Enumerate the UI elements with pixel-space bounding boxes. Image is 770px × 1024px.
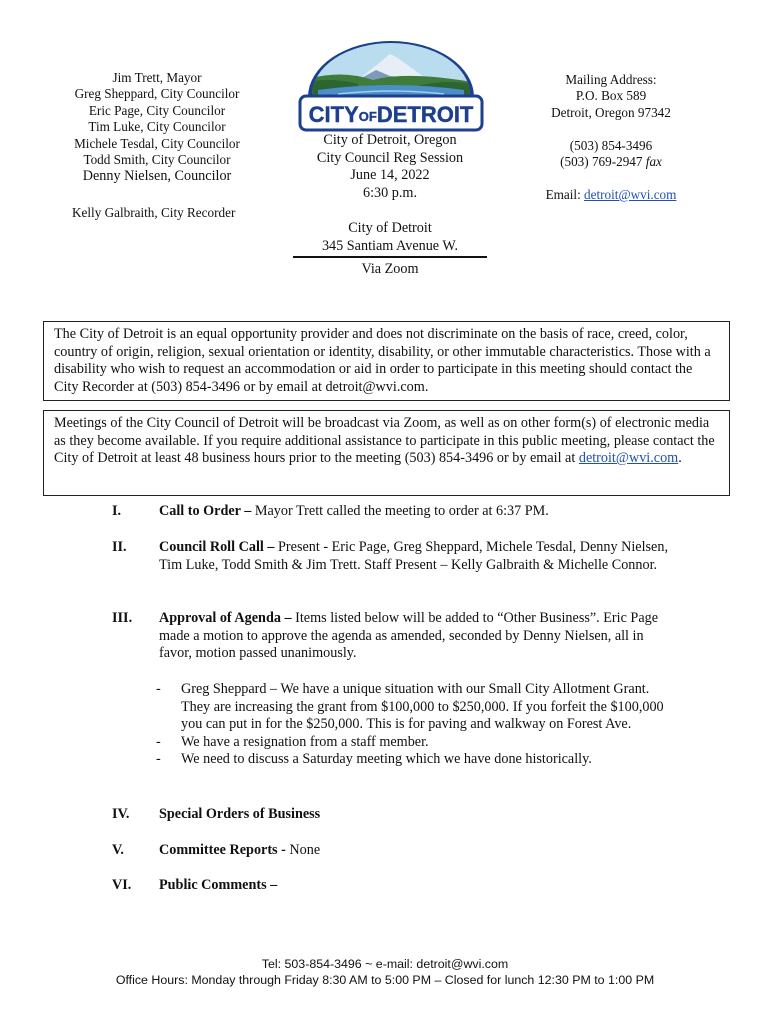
agenda-text: Present - Eric Page, Greg Sheppard, Michele Tesdal, Denny Nielsen, Tim Luke, Todd Smith & Jim Trett. Staff Present – Kelly Galbraith & Michelle Connor.: [159, 539, 668, 573]
council-member: Jim Trett, Mayor: [112, 70, 202, 85]
phone-number: (503) 854-3496: [569, 138, 653, 153]
agenda-number: I.: [112, 503, 122, 519]
agenda-text: Items listed below will be added to “Other Business”. Eric Page made a motion to approve the agenda as amended, seconded by Denny Nielsen, all in favor, motion passed unanimously.: [159, 610, 659, 662]
broadcast-email-link[interactable]: detroit@wvi.com: [578, 450, 679, 467]
bullet-mark: -: [156, 733, 161, 750]
bullet-text: We need to discuss a Saturday meeting which we have done historically.: [181, 751, 592, 768]
agenda-bullets: [156, 681, 676, 769]
agenda-title: Call to Order –: [159, 503, 252, 519]
council-member: Eric Page, City Councilor: [88, 102, 226, 118]
location-address: 345 Santiam Avenue W.: [321, 237, 459, 254]
mailing-po-box: P.O. Box 589: [575, 88, 647, 104]
broadcast-notice: [43, 410, 730, 496]
list-item: [156, 751, 676, 769]
agenda-text: None: [285, 842, 321, 858]
broadcast-text: Meetings of the City Council of Detroit will be broadcast via Zoom, as well as on other form(s) of electronic media as they become available. If you require additional assistance to participate in this public meeting, please contact the City of Detroit at least 48 business hours prior to the meeting (503) 854-3496 or by email at: [54, 415, 715, 467]
location-name: City of Detroit: [348, 220, 432, 236]
agenda-title: Committee Reports -: [159, 842, 286, 858]
logo-text-city: CITY: [308, 102, 359, 127]
agenda-title: Special Orders of Business: [159, 806, 321, 822]
meeting-time: 6:30 p.m.: [363, 184, 417, 201]
bullet-text: We have a resignation from a staff member.: [181, 733, 429, 750]
council-member: Michele Tesdal, City Councilor: [74, 135, 240, 151]
list-item: [156, 734, 676, 752]
council-list: [52, 70, 262, 185]
svg-text:CITYOFDETROIT: [309, 102, 474, 127]
agenda-number: IV.: [112, 806, 130, 822]
agenda-title: Approval of Agenda –: [159, 610, 292, 626]
mailing-address: [530, 72, 692, 121]
footer-office-hours: Office Hours: Monday through Friday 8:30 AM to 5:00 PM – Closed for lunch 12:30 PM to 1:00 PM: [115, 973, 655, 987]
city-logo-emblem: [298, 40, 484, 132]
agenda-number: II.: [112, 539, 127, 555]
council-member: Greg Sheppard, City Councilor: [74, 86, 240, 102]
email-label: Email:: [545, 187, 581, 202]
fax-line: [530, 154, 692, 170]
location-divider: [293, 256, 487, 258]
bullet-mark: -: [156, 681, 161, 697]
city-logo: [298, 40, 484, 132]
agenda-number: V.: [112, 842, 124, 858]
logo-text-of: OF: [358, 109, 377, 124]
bullet-text: Greg Sheppard – We have a unique situation with our Small City Allotment Grant. They are increasing the grant from $100,000 to $250,000. If you forfeit the $100,000 you can put in for the $250,000. This is for paving and walkway on Forest Ave.: [181, 681, 664, 733]
equal-opportunity-notice: The City of Detroit is an equal opportunity provider and does not discriminate on the basis of race, creed, color, country of origin, religion, sexual orientation or identity, disability, or other immutable characteristics. Those with a disability who wish to request an accommodation or aid in order to participate in this meeting should contact the City Recorder at (503) 854-3496 or by email at detroit@wvi.com.: [43, 321, 730, 401]
meeting-date: June 14, 2022: [350, 167, 430, 183]
agenda-number: III.: [112, 610, 133, 626]
agenda-title: Public Comments –: [159, 877, 278, 893]
meeting-via: Via Zoom: [361, 261, 419, 277]
bullet-mark: -: [156, 751, 161, 768]
meeting-session: City Council Reg Session: [316, 149, 464, 166]
council-member: Tim Luke, City Councilor: [88, 119, 226, 135]
city-recorder: Kelly Galbraith, City Recorder: [72, 205, 236, 220]
meeting-info: [290, 132, 490, 202]
agenda-text: Mayor Trett called the meeting to order at 6:37 PM.: [251, 503, 549, 519]
footer-contact: Tel: 503-854-3496 ~ e-mail: detroit@wvi.com: [261, 957, 509, 971]
mailing-label: Mailing Address:: [565, 72, 657, 87]
agenda-title: Council Roll Call –: [159, 539, 275, 555]
email-link[interactable]: detroit@wvi.com: [584, 187, 677, 202]
list-item: [156, 681, 676, 734]
agenda-number: VI.: [112, 877, 132, 893]
email-line: [530, 187, 692, 203]
council-member: Todd Smith, City Councilor: [83, 152, 231, 168]
fax-label: fax: [645, 154, 662, 170]
broadcast-end: .: [678, 450, 682, 467]
fax-number: (503) 769-2947: [560, 154, 643, 170]
mailing-city: Detroit, Oregon 97342: [551, 104, 671, 120]
phone-numbers: [530, 138, 692, 171]
meeting-city: City of Detroit, Oregon: [323, 132, 457, 148]
meeting-location: [290, 220, 490, 255]
council-member: Denny Nielsen, Councilor: [82, 168, 232, 185]
logo-text-detroit: DETROIT: [376, 102, 474, 127]
